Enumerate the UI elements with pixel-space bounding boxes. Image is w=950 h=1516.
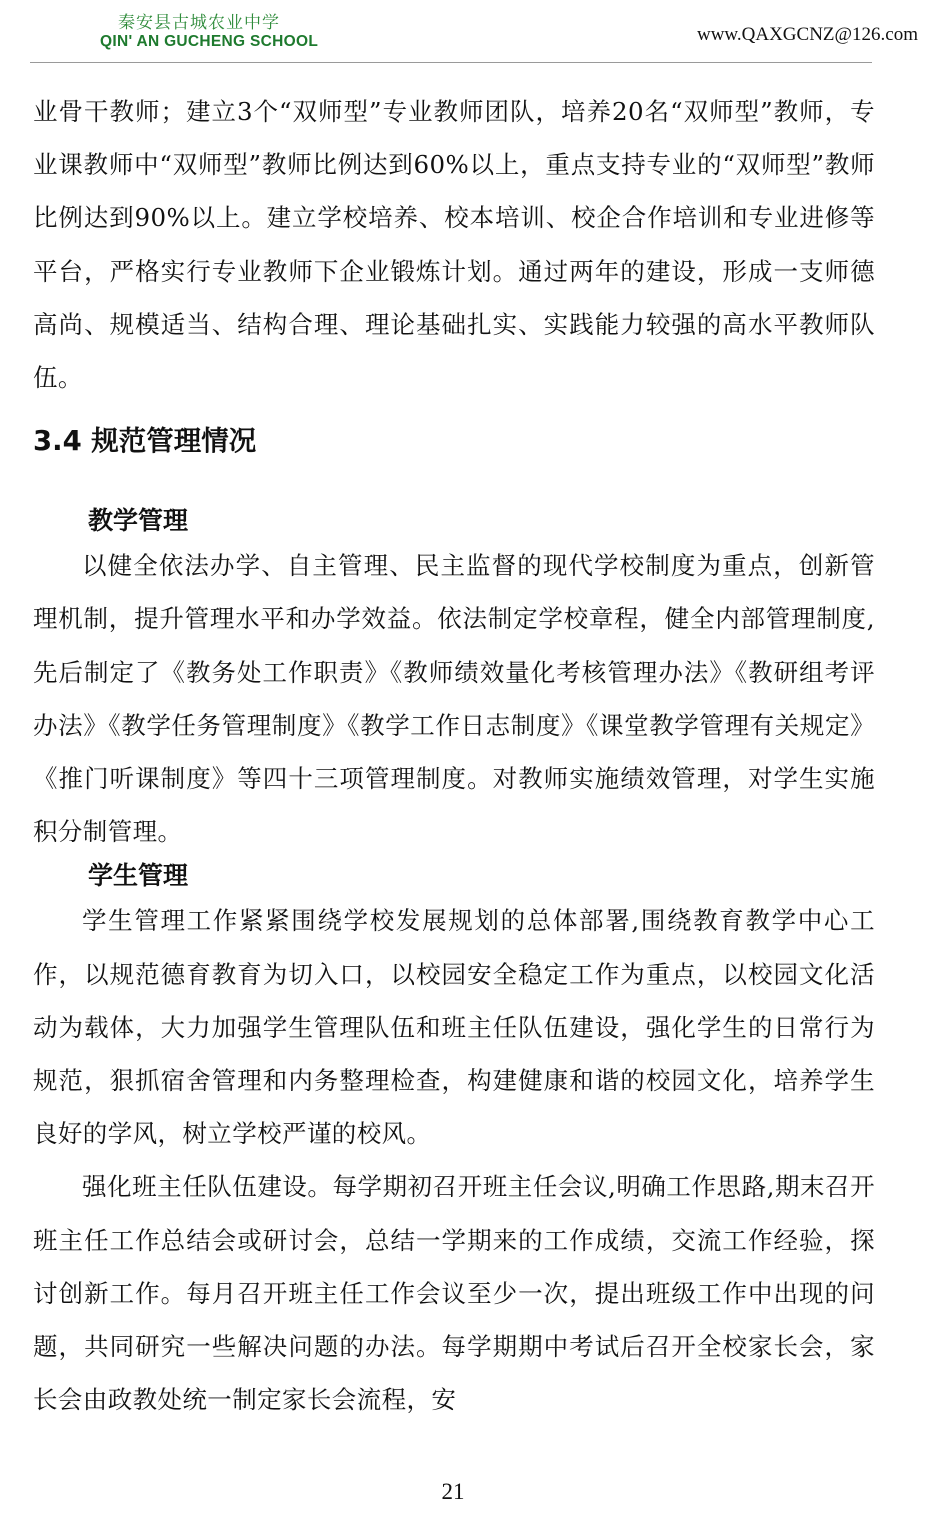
subheading-teaching-management: 教学管理 (88, 506, 189, 536)
school-name-en: QIN' AN GUCHENG SCHOOL (100, 33, 319, 50)
page-header (0, 0, 950, 64)
header-divider (30, 62, 872, 63)
subheading-student-management: 学生管理 (88, 861, 189, 891)
paragraph-head-teacher: 强化班主任队伍建设。每学期初召开班主任会议,明确工作思路,期末召开班主任工作总结会或研讨会，总结一学期来的工作成绩，交流工作经验，探讨创新工作。每月召开班主任工作会议至少一次，提出班级工作中出现的问题，共同研究一些解决问题的办法。每学期期中考试后召开全校家长会，家长会由政教处统一制定家长会流程，安 (33, 1172, 875, 1415)
section-title: 3.4 规范管理情况 (33, 425, 257, 458)
page-body (33, 85, 875, 1426)
header-email: www.QAXGCNZ@126.com (696, 24, 918, 45)
paragraph-teaching-management: 以健全依法办学、自主管理、民主监督的现代学校制度为重点，创新管理机制，提升管理水平和办学效益。依法制定学校章程，健全内部管理制度,先后制定了《教务处工作职责》《教师绩效量化考核管理办法》《教研组考评办法》《教学任务管理制度》《教学工作日志制度》《课堂教学管理有关规定》《推门听课制度》等四十三项管理制度。对教师实施绩效管理，对学生实施积分制管理。 (33, 551, 875, 847)
school-name-cn: 秦安县古城农业中学 (118, 13, 280, 33)
paragraph-teacher-team: 业骨干教师；建立3个“双师型”专业教师团队，培养20名“双师型”教师，专业课教师中“双师型”教师比例达到60%以上，重点支持专业的“双师型”教师比例达到90%以上。建立学校培养、校本培训、校企合作培训和专业进修等平台，严格实行专业教师下企业锻炼计划。通过两年的建设，形成一支师德高尚、规模适当、结构合理、理论基础扎实、实践能力较强的高水平教师队伍。 (33, 97, 875, 393)
page-number: 21 (441, 1479, 465, 1504)
paragraph-student-management: 学生管理工作紧紧围绕学校发展规划的总体部署,围绕教育教学中心工作，以规范德育教育为切入口，以校园安全稳定工作为重点，以校园文化活动为载体，大力加强学生管理队伍和班主任队伍建设，强化学生的日常行为规范，狠抓宿舍管理和内务整理检查，构建健康和谐的校园文化，培养学生良好的学风，树立学校严谨的校风。 (33, 906, 875, 1149)
